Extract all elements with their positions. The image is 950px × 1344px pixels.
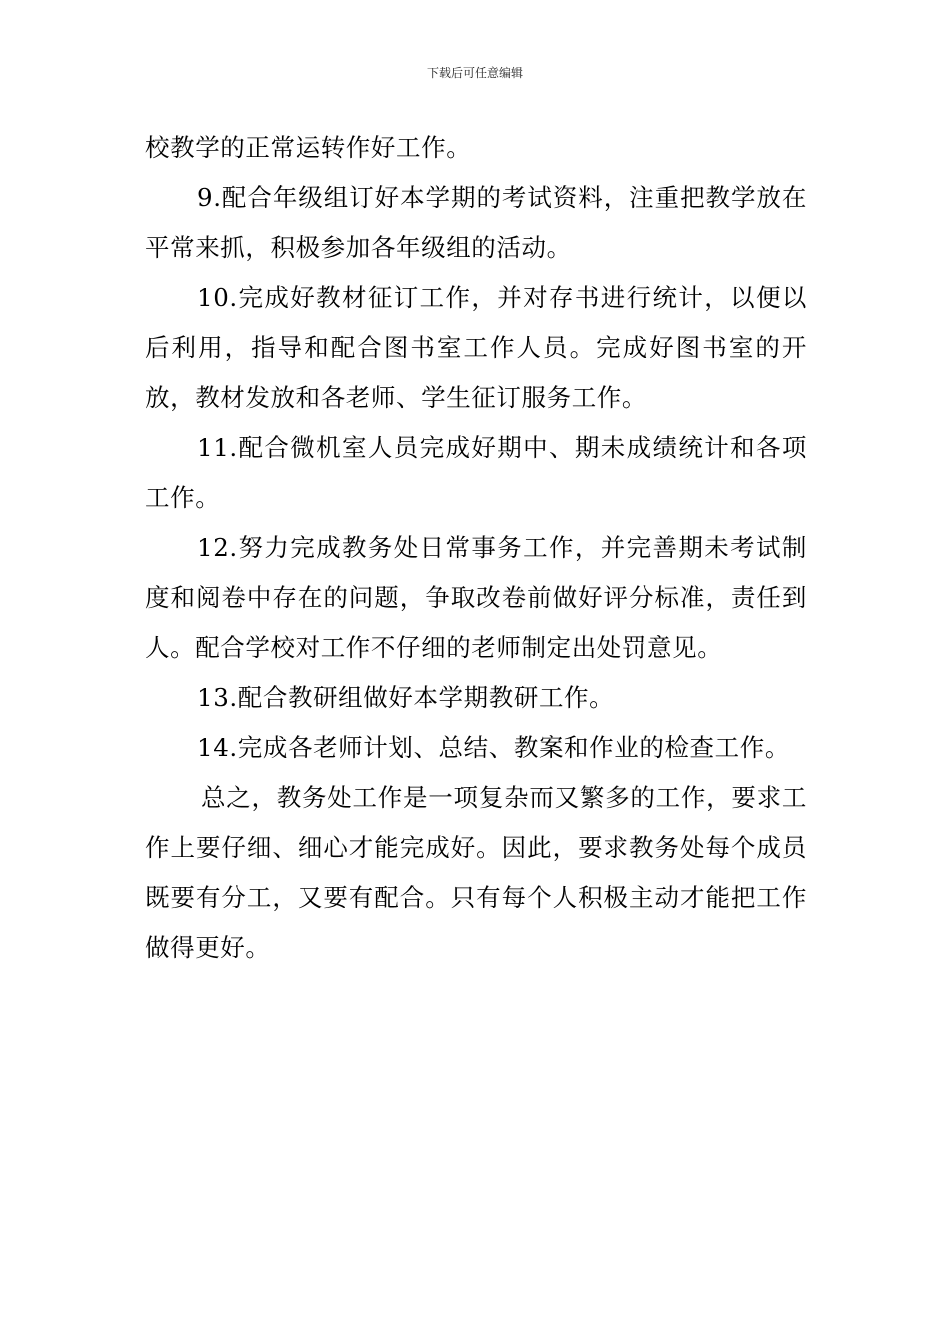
- document-body: [145, 123, 807, 973]
- paragraph-item-9: 9.配合年级组订好本学期的考试资料，注重把教学放在平常来抓，积极参加各年级组的活动。: [145, 183, 807, 262]
- paragraph-item-11: 11.配合微机室人员完成好期中、期未成绩统计和各项工作。: [145, 433, 807, 512]
- paragraph-item-12: 12.努力完成教务处日常事务工作，并完善期未考试制度和阅卷中存在的问题，争取改卷前做好评分标准，责任到人。配合学校对工作不仔细的老师制定出处罚意见。: [145, 533, 807, 662]
- page-header: 下载后可任意编辑: [426, 66, 523, 80]
- paragraph-item-14: 14.完成各老师计划、总结、教案和作业的检查工作。: [197, 733, 790, 762]
- paragraph-item-13: 13.配合教研组做好本学期教研工作。: [197, 683, 615, 712]
- paragraph-item-10: 10.完成好教材征订工作，并对存书进行统计，以便以后利用，指导和配合图书室工作人员。完成好图书室的开放，教材发放和各老师、学生征订服务工作。: [145, 283, 807, 412]
- paragraph-summary: 总之，教务处工作是一项复杂而又繁多的工作，要求工作上要仔细、细心才能完成好。因此，要求教务处每个成员既要有分工，又要有配合。只有每个人积极主动才能把工作做得更好。: [145, 783, 807, 962]
- paragraph-continuation: 校教学的正常运转作好工作。: [145, 133, 472, 162]
